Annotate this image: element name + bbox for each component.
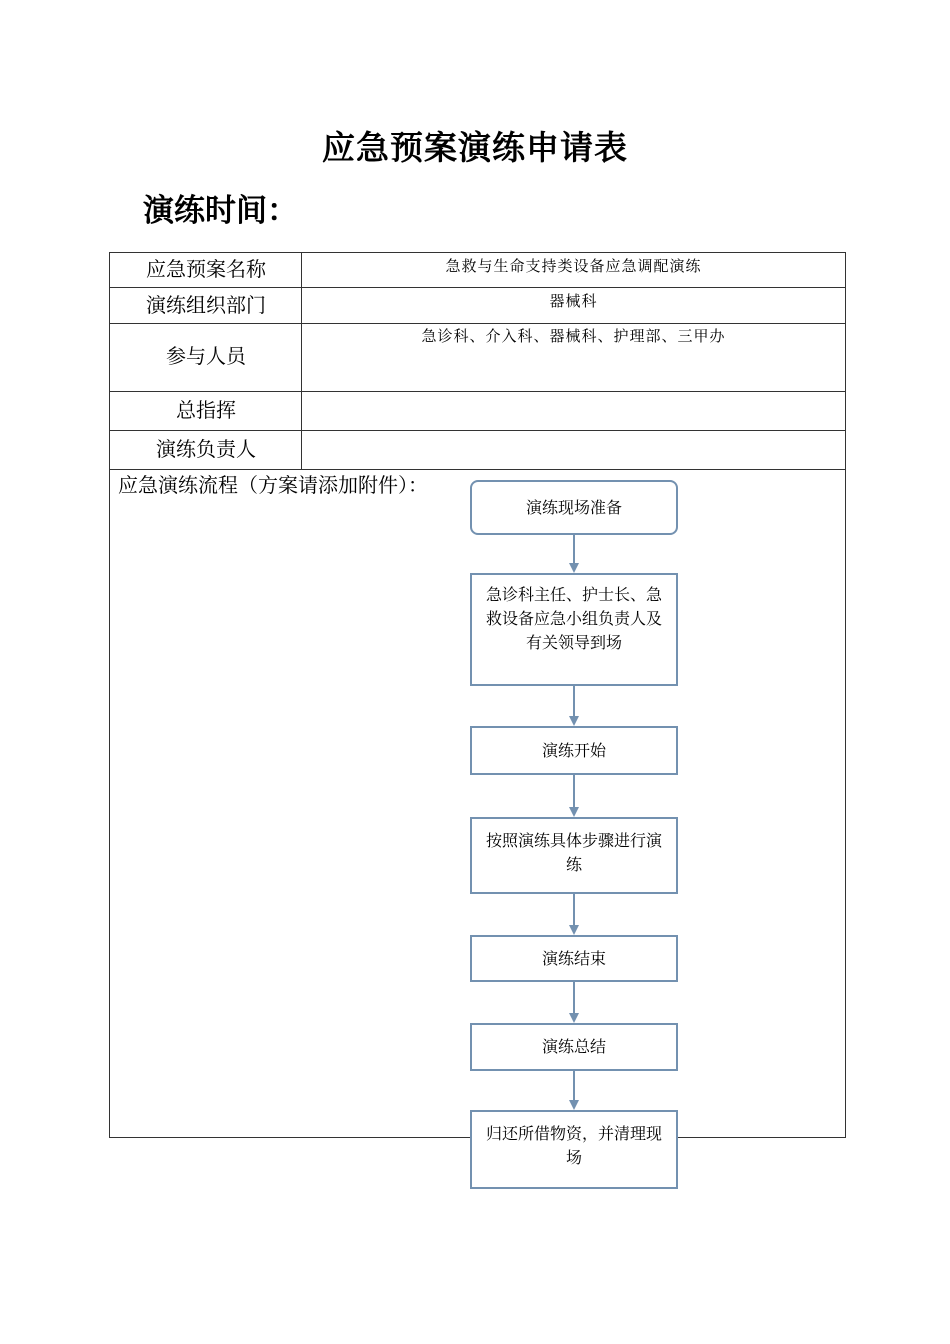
participants-value: 急诊科、介入科、器械科、护理部、三甲办 bbox=[421, 327, 726, 345]
plan-name-value: 急救与生命支持类设备应急调配演练 bbox=[445, 257, 702, 275]
flow-arrow-icon bbox=[568, 535, 580, 573]
application-table bbox=[109, 252, 846, 1138]
flow-arrow-icon bbox=[568, 982, 580, 1023]
commander-label: 总指挥 bbox=[176, 398, 236, 422]
flow-section-label: 应急演练流程（方案请添加附件）： bbox=[118, 473, 428, 497]
table-row-divider bbox=[109, 323, 846, 324]
flow-step-start: 演练开始 bbox=[470, 726, 678, 775]
flow-step-cleanup: 归还所借物资，并清理现场 bbox=[470, 1110, 678, 1189]
participants-label: 参与人员 bbox=[166, 344, 246, 368]
table-row-divider bbox=[109, 287, 846, 288]
flow-arrow-icon bbox=[568, 775, 580, 817]
flow-step-end: 演练结束 bbox=[470, 935, 678, 982]
flow-arrow-icon bbox=[568, 1071, 580, 1110]
flow-step-arrival: 急诊科主任、护士长、急救设备应急小组负责人及有关领导到场 bbox=[470, 573, 678, 686]
flow-step-prepare: 演练现场准备 bbox=[470, 480, 678, 535]
organizing-dept-value: 器械科 bbox=[549, 292, 598, 310]
flow-arrow-icon bbox=[568, 686, 580, 726]
flow-arrow-icon bbox=[568, 894, 580, 935]
drill-time-label: 演练时间： bbox=[143, 193, 298, 229]
organizing-dept-label: 演练组织部门 bbox=[146, 293, 266, 317]
table-row-divider bbox=[109, 430, 846, 431]
flow-step-summary: 演练总结 bbox=[470, 1023, 678, 1071]
drill-leader-label: 演练负责人 bbox=[156, 437, 256, 461]
page-title: 应急预案演练申请表 bbox=[322, 128, 628, 167]
plan-name-label: 应急预案名称 bbox=[146, 257, 266, 281]
table-row-divider bbox=[109, 391, 846, 392]
flow-step-execute: 按照演练具体步骤进行演练 bbox=[470, 817, 678, 894]
